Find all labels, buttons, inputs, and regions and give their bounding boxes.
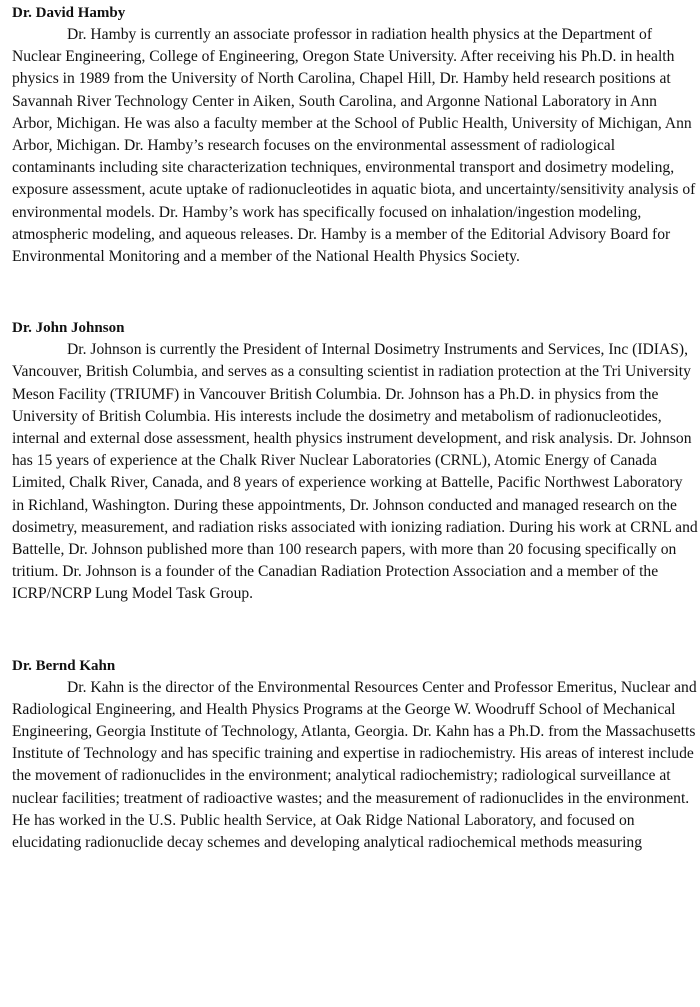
bio-hamby — [12, 3, 698, 268]
bio-johnson — [12, 318, 698, 605]
bio-text: Dr. Hamby is currently an associate professor in radiation health physics at the Department of Nuclear Engineering, College of Engineering, Oregon State University. After receiving his Ph.D. in health physics in 1989 from the University of North Carolina, Chapel Hill, Dr. Hamby held research positions at Savannah River Technology Center in Aiken, South Carolina, and Argonne National Laboratory in Ann Arbor, Michigan. He was also a faculty member at the School of Public Health, University of Michigan, Ann Arbor, Michigan. Dr. Hamby’s research focuses on the environmental assessment of radiological contaminants including site characterization techniques, environmental transport and dosimetry modeling, exposure assessment, acute uptake of radionucleotides in aquatic biota, and uncertainty/sensitivity analysis of environmental models. Dr. Hamby’s work has specifically focused on inhalation/ingestion modeling, atmospheric modeling, and aqueous releases. Dr. Hamby is a member of the Editorial Advisory Board for Environmental Monitoring and a member of the National Health Physics Society. — [12, 26, 696, 266]
bio-text: Dr. Kahn is the director of the Environmental Resources Center and Professor Emeritus, Nuclear and Radiological Engineering, and Health Physics Programs at the George W. Woodruff School of Mechanical Engineering, Georgia Institute of Technology, Atlanta, Georgia. Dr. Kahn has a Ph.D. from the Massachusetts Institute of Technology and has specific training and expertise in radiochemistry. His areas of interest include the movement of radionuclides in the environment; analytical radiochemistry; radiological surveillance at nuclear facilities; treatment of radioactive wastes; and the measurement of radionuclides in the environment. He has worked in the U.S. Public health Service, at Oak Ridge National Laboratory, and focused on elucidating radionuclide decay schemes and developing analytical radiochemical methods measuring — [12, 678, 697, 852]
bio-name: Dr. John Johnson — [12, 320, 125, 337]
bio-name: Dr. David Hamby — [12, 5, 126, 21]
document-page — [12, 3, 698, 854]
bio-kahn — [12, 656, 698, 855]
bio-name: Dr. Bernd Kahn — [12, 657, 116, 674]
bio-text: Dr. Johnson is currently the President of Internal Dosimetry Instruments and Services, Inc (IDIAS), Vancouver, British Columbia, and serves as a consulting scientist in radiation protection at the Tri University Meson Facility (TRIUMF) in Vancouver British Columbia. Dr. Johnson has a Ph.D. in physics from the University of British Columbia. His interests include the dosimetry and metabolism of radionucleotides, internal and external dose assessment, health physics instrument development, and risk analysis. Dr. Johnson has 15 years of experience at the Chalk River Nuclear Laboratories (CRNL), Atomic Energy of Canada Limited, Chalk River, Canada, and 8 years of experience working at Battelle, Pacific Northwest Laboratory in Richland, Washington. During these appointments, Dr. Johnson conducted and managed research on the dosimetry, measurement, and radiation risks associated with ionizing radiation. During his work at CRNL and Battelle, Dr. Johnson published more than 100 research papers, with more than 20 focusing specifically on tritium. Dr. Johnson is a founder of the Canadian Radiation Protection Association and a member of the ICRP/NCRP Lung Model Task Group. — [12, 341, 698, 603]
